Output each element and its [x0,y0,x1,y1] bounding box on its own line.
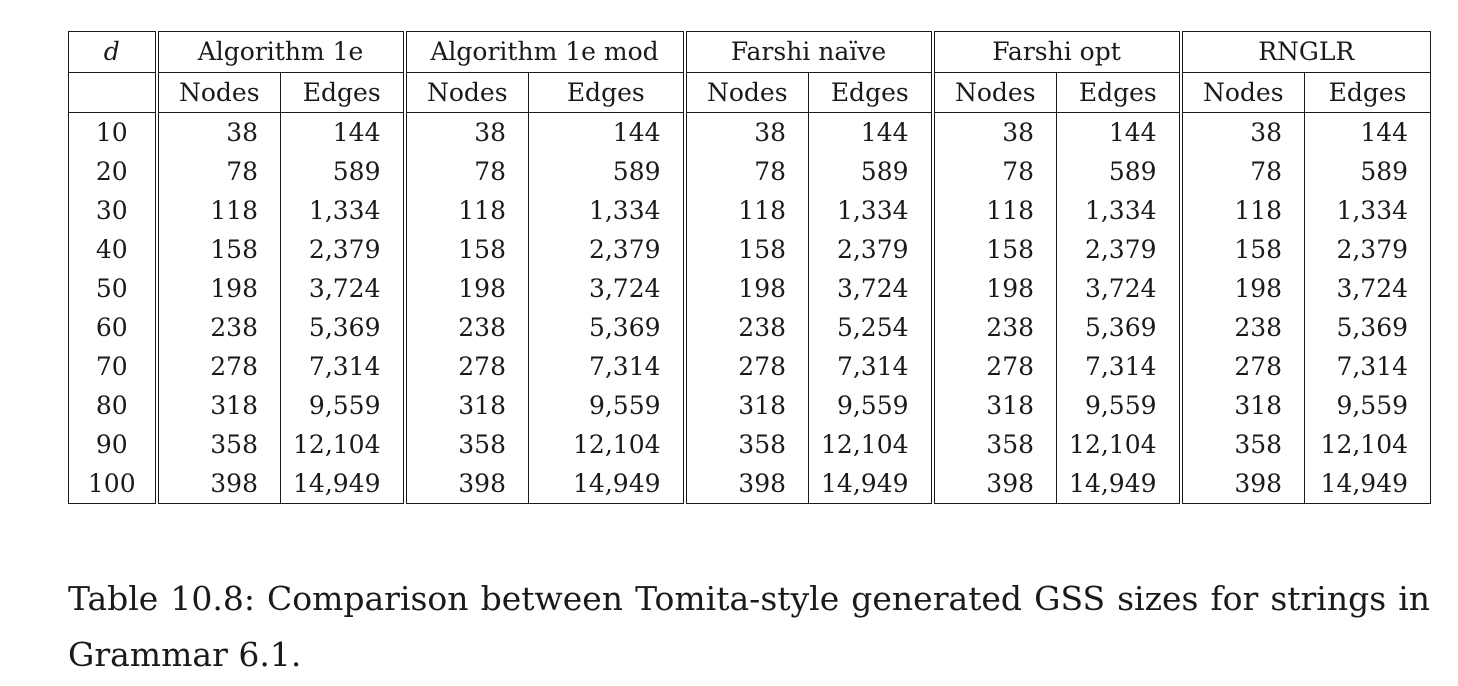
edges-value-cell: 12,104 [1057,425,1181,464]
nodes-value-cell: 118 [685,191,809,230]
nodes-value-cell: 118 [1181,191,1305,230]
edges-value-cell: 2,379 [529,230,685,269]
nodes-value-cell: 38 [157,113,281,153]
edges-value-cell: 7,314 [281,347,405,386]
nodes-value-cell: 38 [933,113,1057,153]
nodes-value-cell: 158 [933,230,1057,269]
nodes-value-cell: 198 [685,269,809,308]
table-row [69,269,1431,308]
group-header-rnglr: RNGLR [1181,32,1431,73]
edges-value-cell: 3,724 [1305,269,1431,308]
d-value-cell: 70 [69,347,157,386]
subheader-edges: Edges [529,73,685,113]
nodes-value-cell: 318 [1181,386,1305,425]
edges-value-cell: 7,314 [1305,347,1431,386]
subheader-nodes: Nodes [157,73,281,113]
d-value-cell: 40 [69,230,157,269]
nodes-value-cell: 318 [685,386,809,425]
edges-value-cell: 12,104 [281,425,405,464]
nodes-value-cell: 198 [1181,269,1305,308]
nodes-value-cell: 398 [685,464,809,504]
nodes-value-cell: 398 [405,464,529,504]
nodes-value-cell: 198 [933,269,1057,308]
d-value-cell: 30 [69,191,157,230]
edges-value-cell: 589 [1305,152,1431,191]
nodes-value-cell: 278 [157,347,281,386]
edges-value-cell: 7,314 [809,347,933,386]
nodes-value-cell: 398 [157,464,281,504]
nodes-value-cell: 238 [157,308,281,347]
nodes-value-cell: 238 [685,308,809,347]
nodes-value-cell: 78 [685,152,809,191]
results-table-container [68,31,1430,504]
d-value-cell: 90 [69,425,157,464]
subheader-edges: Edges [809,73,933,113]
nodes-value-cell: 318 [405,386,529,425]
edges-value-cell: 1,334 [529,191,685,230]
nodes-value-cell: 78 [1181,152,1305,191]
edges-value-cell: 3,724 [1057,269,1181,308]
table-row [69,230,1431,269]
d-subheader-empty [69,73,157,113]
edges-value-cell: 2,379 [809,230,933,269]
edges-value-cell: 5,369 [1057,308,1181,347]
subheader-nodes: Nodes [685,73,809,113]
subheader-edges: Edges [1305,73,1431,113]
table-row [69,347,1431,386]
edges-value-cell: 144 [281,113,405,153]
subheader-nodes: Nodes [405,73,529,113]
table-caption: Table 10.8: Comparison between Tomita-style generated GSS sizes for strings in Grammar 6.1. [68,579,1430,674]
nodes-value-cell: 78 [157,152,281,191]
nodes-value-cell: 278 [1181,347,1305,386]
edges-value-cell: 144 [1057,113,1181,153]
edges-value-cell: 589 [281,152,405,191]
edges-value-cell: 3,724 [809,269,933,308]
table-row [69,152,1431,191]
edges-value-cell: 9,559 [529,386,685,425]
d-value-cell: 20 [69,152,157,191]
table-row [69,308,1431,347]
nodes-value-cell: 358 [933,425,1057,464]
edges-value-cell: 144 [809,113,933,153]
nodes-value-cell: 38 [685,113,809,153]
table-row [69,464,1431,504]
edges-value-cell: 589 [529,152,685,191]
nodes-value-cell: 358 [1181,425,1305,464]
nodes-value-cell: 278 [685,347,809,386]
table-row [69,386,1431,425]
table-row [69,113,1431,153]
edges-value-cell: 2,379 [1057,230,1181,269]
nodes-value-cell: 158 [1181,230,1305,269]
group-header-farshi-opt: Farshi opt [933,32,1181,73]
d-column-header: d [69,32,157,73]
nodes-value-cell: 78 [405,152,529,191]
d-value-cell: 10 [69,113,157,153]
nodes-value-cell: 118 [157,191,281,230]
gss-size-table [68,31,1431,504]
edges-value-cell: 1,334 [281,191,405,230]
edges-value-cell: 1,334 [1057,191,1181,230]
nodes-value-cell: 358 [405,425,529,464]
edges-value-cell: 144 [529,113,685,153]
edges-value-cell: 589 [1057,152,1181,191]
nodes-value-cell: 358 [685,425,809,464]
group-header-algorithm-1e-mod: Algorithm 1e mod [405,32,685,73]
nodes-value-cell: 118 [933,191,1057,230]
nodes-value-cell: 358 [157,425,281,464]
subheader-edges: Edges [281,73,405,113]
nodes-value-cell: 118 [405,191,529,230]
table-row [69,191,1431,230]
edges-value-cell: 7,314 [1057,347,1181,386]
group-header-row [69,32,1431,73]
nodes-value-cell: 158 [157,230,281,269]
nodes-value-cell: 238 [405,308,529,347]
d-value-cell: 60 [69,308,157,347]
nodes-value-cell: 278 [933,347,1057,386]
nodes-value-cell: 238 [933,308,1057,347]
nodes-value-cell: 78 [933,152,1057,191]
edges-value-cell: 14,949 [281,464,405,504]
edges-value-cell: 12,104 [529,425,685,464]
table-row [69,425,1431,464]
edges-value-cell: 3,724 [529,269,685,308]
edges-value-cell: 5,369 [529,308,685,347]
edges-value-cell: 5,369 [281,308,405,347]
edges-value-cell: 12,104 [1305,425,1431,464]
edges-value-cell: 14,949 [809,464,933,504]
edges-value-cell: 14,949 [529,464,685,504]
nodes-value-cell: 38 [1181,113,1305,153]
d-value-cell: 80 [69,386,157,425]
edges-value-cell: 9,559 [1305,386,1431,425]
edges-value-cell: 3,724 [281,269,405,308]
edges-value-cell: 14,949 [1305,464,1431,504]
nodes-value-cell: 318 [157,386,281,425]
nodes-value-cell: 398 [1181,464,1305,504]
edges-value-cell: 1,334 [1305,191,1431,230]
edges-value-cell: 5,369 [1305,308,1431,347]
nodes-value-cell: 158 [685,230,809,269]
d-value-cell: 100 [69,464,157,504]
edges-value-cell: 9,559 [281,386,405,425]
edges-value-cell: 9,559 [1057,386,1181,425]
edges-value-cell: 2,379 [281,230,405,269]
nodes-value-cell: 158 [405,230,529,269]
edges-value-cell: 5,254 [809,308,933,347]
subheader-row [69,73,1431,113]
subheader-nodes: Nodes [933,73,1057,113]
group-header-algorithm-1e: Algorithm 1e [157,32,405,73]
subheader-edges: Edges [1057,73,1181,113]
subheader-nodes: Nodes [1181,73,1305,113]
edges-value-cell: 589 [809,152,933,191]
group-header-farshi-naive: Farshi naïve [685,32,933,73]
nodes-value-cell: 318 [933,386,1057,425]
edges-value-cell: 1,334 [809,191,933,230]
edges-value-cell: 14,949 [1057,464,1181,504]
nodes-value-cell: 398 [933,464,1057,504]
nodes-value-cell: 38 [405,113,529,153]
nodes-value-cell: 278 [405,347,529,386]
edges-value-cell: 144 [1305,113,1431,153]
nodes-value-cell: 238 [1181,308,1305,347]
nodes-value-cell: 198 [405,269,529,308]
nodes-value-cell: 198 [157,269,281,308]
edges-value-cell: 7,314 [529,347,685,386]
d-value-cell: 50 [69,269,157,308]
edges-value-cell: 2,379 [1305,230,1431,269]
edges-value-cell: 9,559 [809,386,933,425]
edges-value-cell: 12,104 [809,425,933,464]
table-body [69,113,1431,504]
